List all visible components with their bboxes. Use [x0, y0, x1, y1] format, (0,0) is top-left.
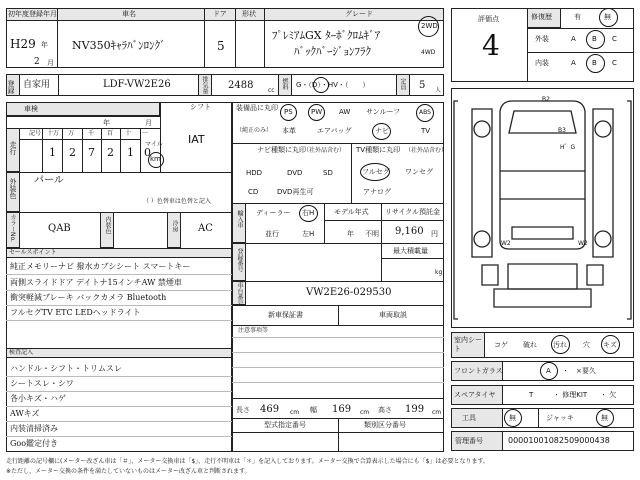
divider: [6, 128, 160, 129]
score-label: 評価点: [478, 15, 499, 23]
car-front-face: [482, 265, 498, 285]
mileage-label: 走行: [9, 141, 17, 155]
car-front-bumper: [494, 289, 591, 307]
drive-2wd: 2WD: [421, 22, 438, 30]
divider: [232, 281, 444, 282]
ext-label: 外装: [535, 35, 549, 43]
exterior-label: 外装色: [9, 178, 17, 199]
divider: [6, 376, 232, 377]
capacity-value: 5: [419, 80, 426, 91]
chassis-value: VW2E26-029530: [306, 287, 392, 298]
equip-ps: PS: [284, 108, 293, 116]
mileage-col-2: 万: [68, 130, 75, 137]
shift-label: シフト: [190, 103, 211, 111]
import-dealer: ディーラー: [256, 209, 291, 217]
divider: [6, 320, 232, 321]
reg-no-label: 登録番号: [236, 248, 243, 272]
divider: [338, 418, 339, 452]
diagram-label-w2-right: W2: [578, 240, 588, 247]
mileage-col-5: 十: [125, 130, 132, 137]
mileage-digit-5: 1: [127, 146, 134, 159]
divider: [6, 212, 232, 213]
wheel-rear-right: [595, 231, 611, 247]
selling-point-2: 両側スライドドア デイトナ15インチAW 禁煙車: [10, 278, 182, 287]
divider: [232, 143, 444, 144]
mileage-digit-3: 7: [88, 146, 95, 159]
spare-label: スペアタイヤ: [454, 391, 496, 399]
diagram-label-b3: B3: [558, 127, 566, 134]
chassis-label: 車台番号: [236, 282, 243, 306]
tools-label-cell: [451, 408, 503, 428]
ext-grade-b: B: [592, 35, 597, 43]
displacement-label: 排気量: [201, 76, 208, 94]
navi-cd: CD: [248, 188, 259, 196]
mileage-col-0: 記号: [29, 130, 42, 137]
divider: [6, 172, 232, 173]
km-unit: km: [150, 155, 161, 163]
recycle-label: リサイクル預託金: [385, 208, 441, 216]
divider: [232, 382, 444, 383]
note-line-4: AWキズ: [10, 409, 40, 418]
loading-unit: kg: [435, 269, 443, 276]
cc-unit: cc: [268, 87, 275, 94]
navi-label: ナビ種類に丸印: [257, 146, 306, 154]
year-unit: 年: [41, 41, 48, 49]
length-label: 長さ: [236, 406, 250, 414]
width-unit: cm: [360, 409, 370, 416]
tools-label: 工具: [462, 414, 476, 422]
equip-airbag: エアバッグ: [317, 127, 352, 135]
divider: [232, 352, 444, 353]
fuel-d-circle: [313, 77, 329, 93]
divider: [232, 367, 444, 368]
doors-value: 5: [217, 39, 225, 53]
import-parallel: 並行: [265, 230, 279, 238]
tv-analog: アナログ: [363, 188, 391, 196]
divider: [338, 305, 339, 325]
mileage-col-6: 一: [142, 130, 149, 137]
exterior-color: パール: [34, 175, 64, 186]
height-label: 高さ: [378, 406, 392, 414]
footer-line-1: 走行距離の記号欄に(メーター改ざん車は「＃」、メーター交換車は「$」、走行不明車は「＊」を記入しております。メーター交換で合算表示した場合にも「$」は必要となります。: [6, 458, 490, 465]
divider: [6, 290, 232, 291]
mileage-digit-6: 0: [144, 146, 151, 159]
new-warranty-label: 新車保証書: [268, 311, 303, 319]
car-front-face-r: [587, 265, 603, 285]
color-no-value: QAB: [48, 223, 71, 234]
front-glass-label: フロントガラス: [454, 367, 503, 375]
navi-dvd-play: DVD再生可: [277, 188, 314, 196]
tv-sub: （社外品含む）: [405, 147, 448, 154]
model-year-unknown: 不明: [365, 230, 379, 238]
divider: [101, 128, 102, 172]
grade-line-1: ﾌﾟﾚﾐｱﾑGX ﾀｰﾎﾞｸﾛﾑｷﾞｱ: [272, 29, 381, 42]
capacity-unit: 人: [435, 87, 442, 94]
ac-value: AC: [198, 223, 213, 234]
displacement-value: 2488: [228, 80, 254, 91]
divider: [351, 143, 352, 203]
usage-label: 登録: [7, 80, 15, 94]
manage-value: 00001001082509000438: [508, 436, 610, 445]
ac-label: 冷房: [171, 220, 178, 232]
selling-point-1: 純正メモリーナビ 撥水カブシシート スマートキー: [10, 262, 191, 271]
inspection-year: 年: [103, 119, 110, 127]
divider: [381, 243, 382, 281]
type-no-label: 型式指定番号: [264, 421, 306, 429]
divider: [20, 139, 140, 140]
selling-point-4: フルセグTV ETC LEDヘッドライト: [10, 308, 141, 317]
middle-main: [232, 102, 444, 452]
int-label: 内装: [535, 59, 549, 67]
width-label: 幅: [310, 406, 317, 414]
interior-stain: 汚れ: [553, 341, 567, 349]
note-line-3: 各小キズ・ハゲ: [10, 394, 66, 403]
month-unit: 月: [47, 59, 54, 67]
navi-dvd: DVD: [287, 169, 303, 177]
spare-none: ・ 欠: [600, 391, 617, 399]
color-no-label: カラーNo.: [9, 214, 16, 242]
int-grade-c: C: [612, 59, 617, 67]
left-bracket: [454, 101, 458, 319]
jack-value: 無: [601, 414, 608, 422]
divider: [232, 337, 444, 338]
divider: [140, 128, 141, 172]
front-glass-value: A: [546, 367, 551, 375]
equip-pw: PW: [311, 108, 323, 116]
manage-label: 管理番号: [455, 437, 483, 445]
int-grade-b: B: [592, 59, 597, 67]
equipment-sub: （純正のみ）: [236, 127, 273, 134]
recycle-yen: 円: [431, 230, 438, 238]
model-year-unit: 年: [347, 230, 354, 238]
int-grade-a: A: [571, 59, 576, 67]
note-line-2: シートスレ・シワ: [10, 379, 74, 388]
fuel-options: G・（D）・HV・（ ）: [296, 81, 370, 89]
inspection-notes-label-cell: [6, 348, 232, 358]
model-code: LDF-VW2E26: [103, 79, 171, 90]
car-mid-line: [500, 171, 585, 199]
tools-value: 無: [509, 414, 516, 422]
note-line-1: ハンドル・シフト・トリムスレ: [10, 364, 122, 373]
selling-points-label: セールスポイント: [9, 249, 57, 256]
doors-label: ドア: [213, 10, 227, 18]
repair-no: 無: [604, 13, 611, 21]
import-right-h: 右H: [302, 209, 315, 217]
divider: [6, 406, 232, 407]
divider: [6, 116, 160, 117]
ext-grade-c: C: [612, 35, 617, 43]
footer-line-2: ※ただし、メーター交換の条件を満たしていないものはメーター改ざん車と判断されます。: [6, 468, 251, 475]
mileage-col-4: 百: [107, 130, 114, 137]
divider: [62, 128, 63, 172]
interior-scratch: キズ: [603, 341, 617, 349]
length-unit: cm: [290, 409, 300, 416]
spare-kit: ・ 修理KIT: [553, 391, 588, 399]
front-glass-note: ・ ×要久: [562, 367, 596, 375]
equip-aw: AW: [339, 108, 351, 116]
divider: [58, 74, 59, 96]
selling-point-3: 衝突軽減ブレーキ バックカメラ Bluetooth: [10, 293, 167, 302]
divider: [381, 203, 382, 243]
diagram-label-b2: B2: [542, 96, 550, 103]
divider: [42, 128, 43, 172]
navi-hdd: HDD: [246, 169, 263, 177]
divider: [120, 128, 121, 172]
ext-grade-a: A: [571, 35, 576, 43]
right-bracket: [627, 101, 631, 319]
loading-label: 最大積載量: [393, 247, 428, 255]
era-year: H29: [10, 37, 36, 51]
reg-month: 2: [34, 57, 40, 67]
mileage-col-1: 十万: [47, 130, 60, 137]
equipment-label: 装備品に丸印: [236, 104, 278, 112]
inspection-label: 車検: [24, 105, 38, 113]
repair-yes: 有: [574, 13, 581, 21]
interior-color-label: 内装色: [104, 216, 111, 234]
mileage-digit-1: 1: [49, 146, 56, 159]
interior-burn: コゲ: [494, 341, 508, 349]
tv-oneseg: ワンセグ: [405, 168, 433, 176]
wheel-front-left: [474, 121, 490, 137]
width-value: 169: [332, 404, 352, 415]
wheel-front-right: [595, 121, 611, 137]
equip-tv: TV: [421, 127, 431, 135]
divider: [232, 432, 444, 433]
car-name-label: 車名: [122, 10, 136, 18]
navi-sd: SD: [323, 169, 333, 177]
class-no-label: 類別区分番号: [364, 421, 406, 429]
jack-label: ジャッキ: [546, 414, 574, 422]
car-hood: [508, 264, 577, 289]
grade-label: グレード: [345, 10, 373, 18]
import-left-h: 左H: [302, 230, 315, 238]
mileage-col-3: 千: [88, 130, 95, 137]
divider: [82, 128, 83, 172]
divider: [381, 258, 444, 259]
shift-value: IAT: [188, 133, 205, 146]
spare-t: T: [529, 391, 534, 399]
model-year-label: モデル年式: [334, 208, 369, 216]
equip-abs: ABS: [419, 109, 431, 116]
diagram-label-hg: H゜G: [560, 144, 576, 151]
divider: [538, 408, 539, 428]
divider: [6, 305, 232, 306]
car-name: NV350ｷｬﾗﾊﾞﾝﾛﾝｸﾞ: [72, 39, 166, 52]
usage-value: 自家用: [23, 80, 51, 90]
note-line-5: 内装清掃済み: [10, 424, 58, 433]
first-reg-label: 初年度登録年月: [8, 10, 57, 18]
interior-hole: 穴: [583, 341, 590, 349]
interior-tear: 破れ: [523, 341, 537, 349]
fuel-label: 燃料: [281, 78, 288, 90]
import-label: 輸入車: [236, 210, 243, 228]
tv-label: TV種類に丸印: [356, 146, 401, 154]
attention-label: 注意事項等: [238, 327, 269, 334]
grade-line-2: ﾊﾞｯｸﾊﾞｰｼﾞｮﾝﾌﾗｸ: [294, 45, 371, 58]
inspection-notes-label: 検査記入: [9, 349, 34, 356]
shape-label: 形状: [242, 10, 256, 18]
equip-navi: ナビ: [375, 127, 389, 135]
divider: [6, 391, 232, 392]
mile-unit: マイル: [145, 141, 163, 148]
inspection-month: 月: [145, 119, 152, 127]
divider: [232, 325, 444, 326]
car-diagram: [452, 89, 633, 327]
divider: [527, 28, 634, 29]
manual-label: 車両取説: [379, 311, 407, 319]
divider: [232, 203, 444, 204]
exterior-note: （ ）色替車は色替と記入: [143, 198, 211, 205]
divider: [6, 436, 232, 437]
divider: [324, 220, 444, 221]
diagram-label-w2-left: W2: [501, 240, 511, 247]
wheel-rear-left: [474, 231, 490, 247]
height-value: 199: [405, 404, 425, 415]
height-unit: cm: [432, 409, 442, 416]
length-value: 469: [260, 404, 280, 415]
car-rear-window: [512, 227, 573, 239]
equip-leather: 本革: [282, 127, 296, 135]
divider: [324, 203, 325, 243]
divider: [527, 52, 634, 53]
capacity-label: 定員: [399, 78, 406, 90]
interior-seat-label: 室内シート: [454, 336, 482, 354]
equip-sunroof: サンルーフ: [366, 108, 401, 116]
recycle-value: 9,160: [395, 226, 424, 237]
usage-box: [6, 74, 444, 96]
mileage-digit-2: 2: [69, 146, 76, 159]
divider: [232, 243, 444, 244]
score-value: 4: [482, 29, 500, 62]
tv-fullseg: フルセグ: [362, 168, 390, 176]
mileage-digit-4: 2: [107, 146, 114, 159]
drive-4wd: 4WD: [421, 49, 436, 56]
divider: [6, 421, 232, 422]
navi-sub: （社外品含む）: [303, 147, 346, 154]
divider: [6, 274, 232, 275]
note-line-6: Goo鑑定付き: [10, 439, 59, 448]
repair-label: 修復歴: [531, 13, 552, 21]
divider: [232, 398, 444, 399]
